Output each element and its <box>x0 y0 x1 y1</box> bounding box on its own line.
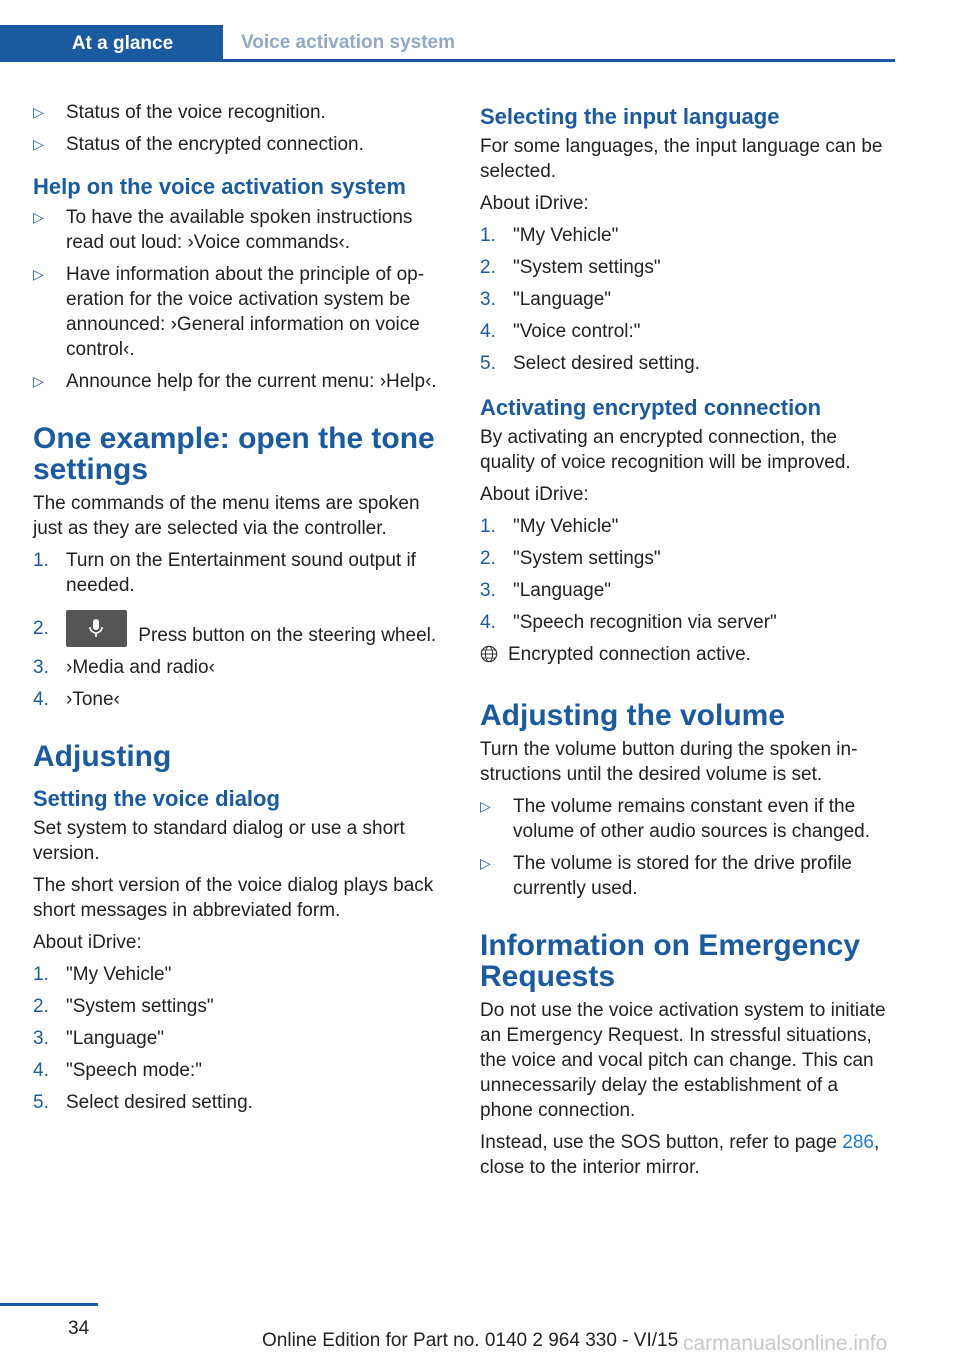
footer-rule <box>0 1303 98 1306</box>
step-number: 2. <box>480 548 496 569</box>
list-item <box>480 255 895 280</box>
encrypted-status <box>480 642 895 667</box>
volume-heading: Adjusting the volume <box>480 699 786 732</box>
left-column <box>33 100 443 1122</box>
list-item <box>480 514 895 539</box>
list-item-text: "Language" <box>513 289 612 310</box>
list-item <box>33 132 443 157</box>
step-number: 2. <box>480 257 496 278</box>
list-item-text: "Language" <box>513 580 612 601</box>
encrypted-connection-about: About iDrive: <box>480 484 589 505</box>
step-number: 1. <box>480 516 496 537</box>
page-link[interactable]: 286 <box>842 1132 874 1153</box>
list-item <box>33 687 443 712</box>
volume-list <box>480 794 895 901</box>
bullet-icon: ▷ <box>33 266 44 282</box>
list-item <box>480 578 895 603</box>
help-heading: Help on the voice activation system <box>33 174 406 199</box>
help-list <box>33 205 443 394</box>
list-item-text: "System settings" <box>513 548 661 569</box>
step-number: 2. <box>33 618 49 639</box>
header-tab-label: At a glance <box>71 33 174 54</box>
adjusting-heading: Adjusting <box>33 740 172 773</box>
header-section-title[interactable]: Voice activation system <box>241 32 456 53</box>
list-item-text: To have the available spoken instructions read out loud: ›Voice commands‹. <box>66 207 413 253</box>
dialog-paragraph-1: Set system to standard dialog or use a short version. <box>33 818 405 864</box>
status-list <box>33 100 443 157</box>
step-number: 4. <box>33 1060 49 1081</box>
list-item-text: Announce help for the current menu: ›Help‹. <box>66 371 437 392</box>
list-item <box>480 546 895 571</box>
encrypted-status-text: Encrypted connection active. <box>508 644 751 665</box>
header-tab-at-a-glance[interactable] <box>0 25 223 62</box>
list-item-text: Press button on the steering wheel. <box>138 625 437 646</box>
list-item-text: "System settings" <box>513 257 661 278</box>
input-language-paragraph: For some languages, the input language can be selected. <box>480 136 883 182</box>
step-number: 1. <box>480 225 496 246</box>
list-item-text: Select desired setting. <box>513 353 700 374</box>
step-number: 3. <box>33 1028 49 1049</box>
watermark: carmanualsonline.info <box>683 1332 888 1355</box>
example-heading: One example: open the tone settings <box>33 422 435 486</box>
list-item-text: "My Vehicle" <box>513 516 619 537</box>
list-item <box>33 205 443 255</box>
list-item <box>33 655 443 680</box>
step-number: 3. <box>480 580 496 601</box>
list-item-text: "Speech mode:" <box>66 1060 203 1081</box>
sos-paragraph <box>480 1130 895 1180</box>
example-intro: The commands of the menu items are spoken just as they are selected via the controller. <box>33 493 420 539</box>
volume-paragraph: Turn the volume button during the spoken instructions until the desired volume is set. <box>480 739 858 785</box>
input-language-heading: Selecting the input language <box>480 104 780 129</box>
list-item <box>33 1026 443 1051</box>
list-item-text: Select desired setting. <box>66 1092 253 1113</box>
list-item <box>480 223 895 248</box>
list-item-text: ›Media and radio‹ <box>66 657 215 678</box>
step-number: 4. <box>480 612 496 633</box>
list-item-text: Status of the voice recognition. <box>66 102 326 123</box>
sos-text: Instead, use the SOS button, refer to page <box>480 1132 843 1153</box>
list-item-text: "System settings" <box>66 996 214 1017</box>
globe-icon <box>480 645 498 663</box>
list-item-text: Have information about the principle of operation for the voice activation system be announced: ›General information on voice control‹. <box>66 264 425 360</box>
list-item-text: ›Tone‹ <box>66 689 120 710</box>
edition-text: Online Edition for Part no. 0140 2 964 330 - VI/15 <box>262 1330 679 1351</box>
list-item <box>33 962 443 987</box>
page-number: 34 <box>68 1318 90 1339</box>
list-item-text: Status of the encrypted connection. <box>66 134 364 155</box>
step-number: 5. <box>33 1092 49 1113</box>
encrypted-connection-paragraph: By activating an encrypted connection, the quality of voice recognition will be improved. <box>480 427 851 473</box>
dialog-about: About iDrive: <box>33 932 142 953</box>
list-item <box>480 351 895 376</box>
list-item-text: The volume remains constant even if the volume of other audio sources is changed. <box>513 796 870 842</box>
encrypted-connection-steps <box>480 514 895 635</box>
list-item <box>480 794 895 844</box>
dialog-heading: Setting the voice dialog <box>33 786 280 811</box>
input-language-steps <box>480 223 895 376</box>
encrypted-connection-heading: Activating encrypted connection <box>480 395 822 420</box>
step-number: 1. <box>33 964 49 985</box>
list-item <box>33 1090 443 1115</box>
emergency-paragraph: Do not use the voice activation system to initiate an Emergency Request. In stressful situations, the voice and vocal pitch can change. This can unnecessarily delay the establishment of a phone connection. <box>480 1000 886 1121</box>
list-item <box>33 1058 443 1083</box>
list-item <box>33 262 443 362</box>
step-number: 3. <box>33 657 49 678</box>
emergency-heading: Information on Emergency Requests <box>480 929 861 993</box>
list-item <box>480 851 895 901</box>
step-number: 3. <box>480 289 496 310</box>
step-number: 4. <box>480 321 496 342</box>
list-item <box>480 319 895 344</box>
list-item-text: "Voice control:" <box>513 321 641 342</box>
microphone-icon <box>88 618 104 638</box>
dialog-paragraph-2: The short version of the voice dialog plays back short messages in abbreviated form. <box>33 875 434 921</box>
step-number: 4. <box>33 689 49 710</box>
voice-button <box>66 610 127 647</box>
bullet-icon: ▷ <box>33 136 44 152</box>
sos-text-end: , close to the interior mirror. <box>480 1132 880 1178</box>
bullet-icon: ▷ <box>33 104 44 120</box>
list-item <box>33 548 443 598</box>
step-number: 2. <box>33 996 49 1017</box>
bullet-icon: ▷ <box>33 209 44 225</box>
list-item <box>480 610 895 635</box>
list-item-text: "Language" <box>66 1028 165 1049</box>
list-item-text: The volume is stored for the drive profile currently used. <box>513 853 852 899</box>
step-number: 5. <box>480 353 496 374</box>
bullet-icon: ▷ <box>480 855 491 871</box>
example-steps <box>33 548 443 712</box>
right-column <box>480 104 895 1187</box>
list-item <box>33 610 443 648</box>
list-item-text: "My Vehicle" <box>66 964 172 985</box>
bullet-icon: ▷ <box>480 798 491 814</box>
list-item-text: "Speech recognition via server" <box>513 612 777 633</box>
input-language-about: About iDrive: <box>480 193 589 214</box>
list-item <box>33 369 443 394</box>
bullet-icon: ▷ <box>33 373 44 389</box>
list-item-text: "My Vehicle" <box>513 225 619 246</box>
list-item <box>33 100 443 125</box>
list-item <box>33 994 443 1019</box>
header-rule <box>0 59 895 62</box>
list-item <box>480 287 895 312</box>
step-number: 1. <box>33 550 49 571</box>
dialog-steps <box>33 962 443 1115</box>
list-item-text: Turn on the Entertainment sound output if needed. <box>66 550 416 596</box>
